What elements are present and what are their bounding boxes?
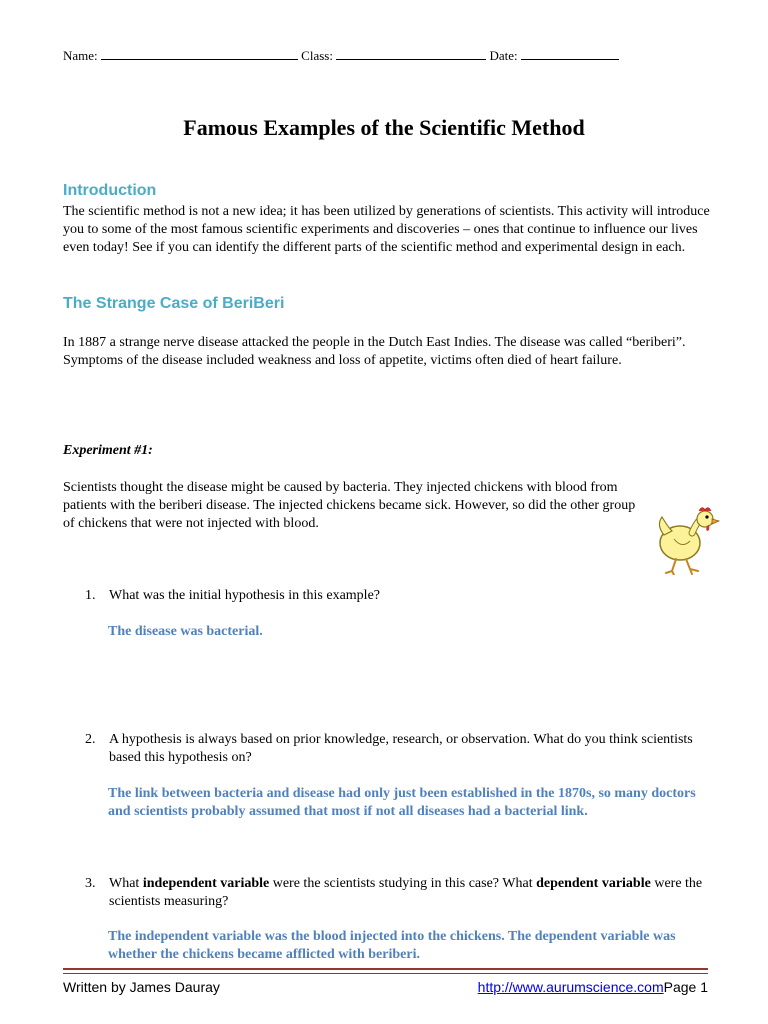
page-footer xyxy=(63,979,708,995)
date-blank xyxy=(521,47,619,60)
question-1 xyxy=(85,587,705,605)
question-text-part: What xyxy=(109,876,143,891)
question-text xyxy=(109,875,705,911)
footer-right xyxy=(478,979,708,995)
section-text: In 1887 a strange nerve disease attacked the people in the Dutch East Indies. The disease was called “beriberi”. Symptoms of the disease included weakness and loss of appetite, victims often died of heart failure. xyxy=(63,335,686,368)
question-2 xyxy=(85,731,705,767)
answer-3: The independent variable was the blood injected into the chickens. The dependent variable was whether the chickens became afflicted with beriberi. xyxy=(108,929,676,962)
question-text: A hypothesis is always based on prior knowledge, research, or observation. What do you think scientists based this hypothesis on? xyxy=(109,732,693,765)
independent-variable-term: independent variable xyxy=(142,876,270,891)
class-label: Class: xyxy=(301,48,333,63)
question-text-part: were the scientists studying in this case? What xyxy=(269,876,537,891)
question-number: 3. xyxy=(85,876,96,891)
footer-author: Written by James Dauray xyxy=(63,979,220,995)
student-info-line xyxy=(63,47,619,64)
name-blank xyxy=(101,47,298,60)
answer-1: The disease was bacterial. xyxy=(108,624,263,639)
chicken-illustration-icon xyxy=(654,505,720,575)
page-number: Page 1 xyxy=(663,979,708,995)
experiment-label: Experiment #1: xyxy=(63,443,153,458)
question-text-part: were the scientists measuring? xyxy=(109,876,703,909)
section-heading: The Strange Case of BeriBeri xyxy=(63,295,285,312)
date-label: Date: xyxy=(489,48,518,63)
experiment-text: Scientists thought the disease might be caused by bacteria. They injected chickens with blood from patients with the beriberi disease. The injected chickens became sick. However, so did the other group of chickens that were not injected with blood. xyxy=(63,480,636,531)
question-number: 1. xyxy=(85,588,96,603)
question-3 xyxy=(85,875,705,911)
page-title: Famous Examples of the Scientific Method xyxy=(183,115,585,140)
intro-text: The scientific method is not a new idea; it has been utilized by generations of scientists. This activity will introduce you to some of the most famous scientific experiments and discoveries – ones that continue to influence our lives even today! See if you can identify the different parts of the scientific method and experimental design in each. xyxy=(63,204,710,255)
name-label: Name: xyxy=(63,48,98,63)
question-text: What was the initial hypothesis in this example? xyxy=(109,588,380,603)
dependent-variable-term: dependent variable xyxy=(536,876,651,891)
intro-heading: Introduction xyxy=(63,182,157,199)
website-link[interactable]: http://www.aurumscience.com xyxy=(477,979,664,995)
class-blank xyxy=(336,47,486,60)
answer-2: The link between bacteria and disease had only just been established in the 1870s, so many doctors and scientists probably assumed that most if not all diseases had a bacterial link. xyxy=(108,786,696,819)
footer-divider xyxy=(63,968,708,974)
question-number: 2. xyxy=(85,732,96,747)
